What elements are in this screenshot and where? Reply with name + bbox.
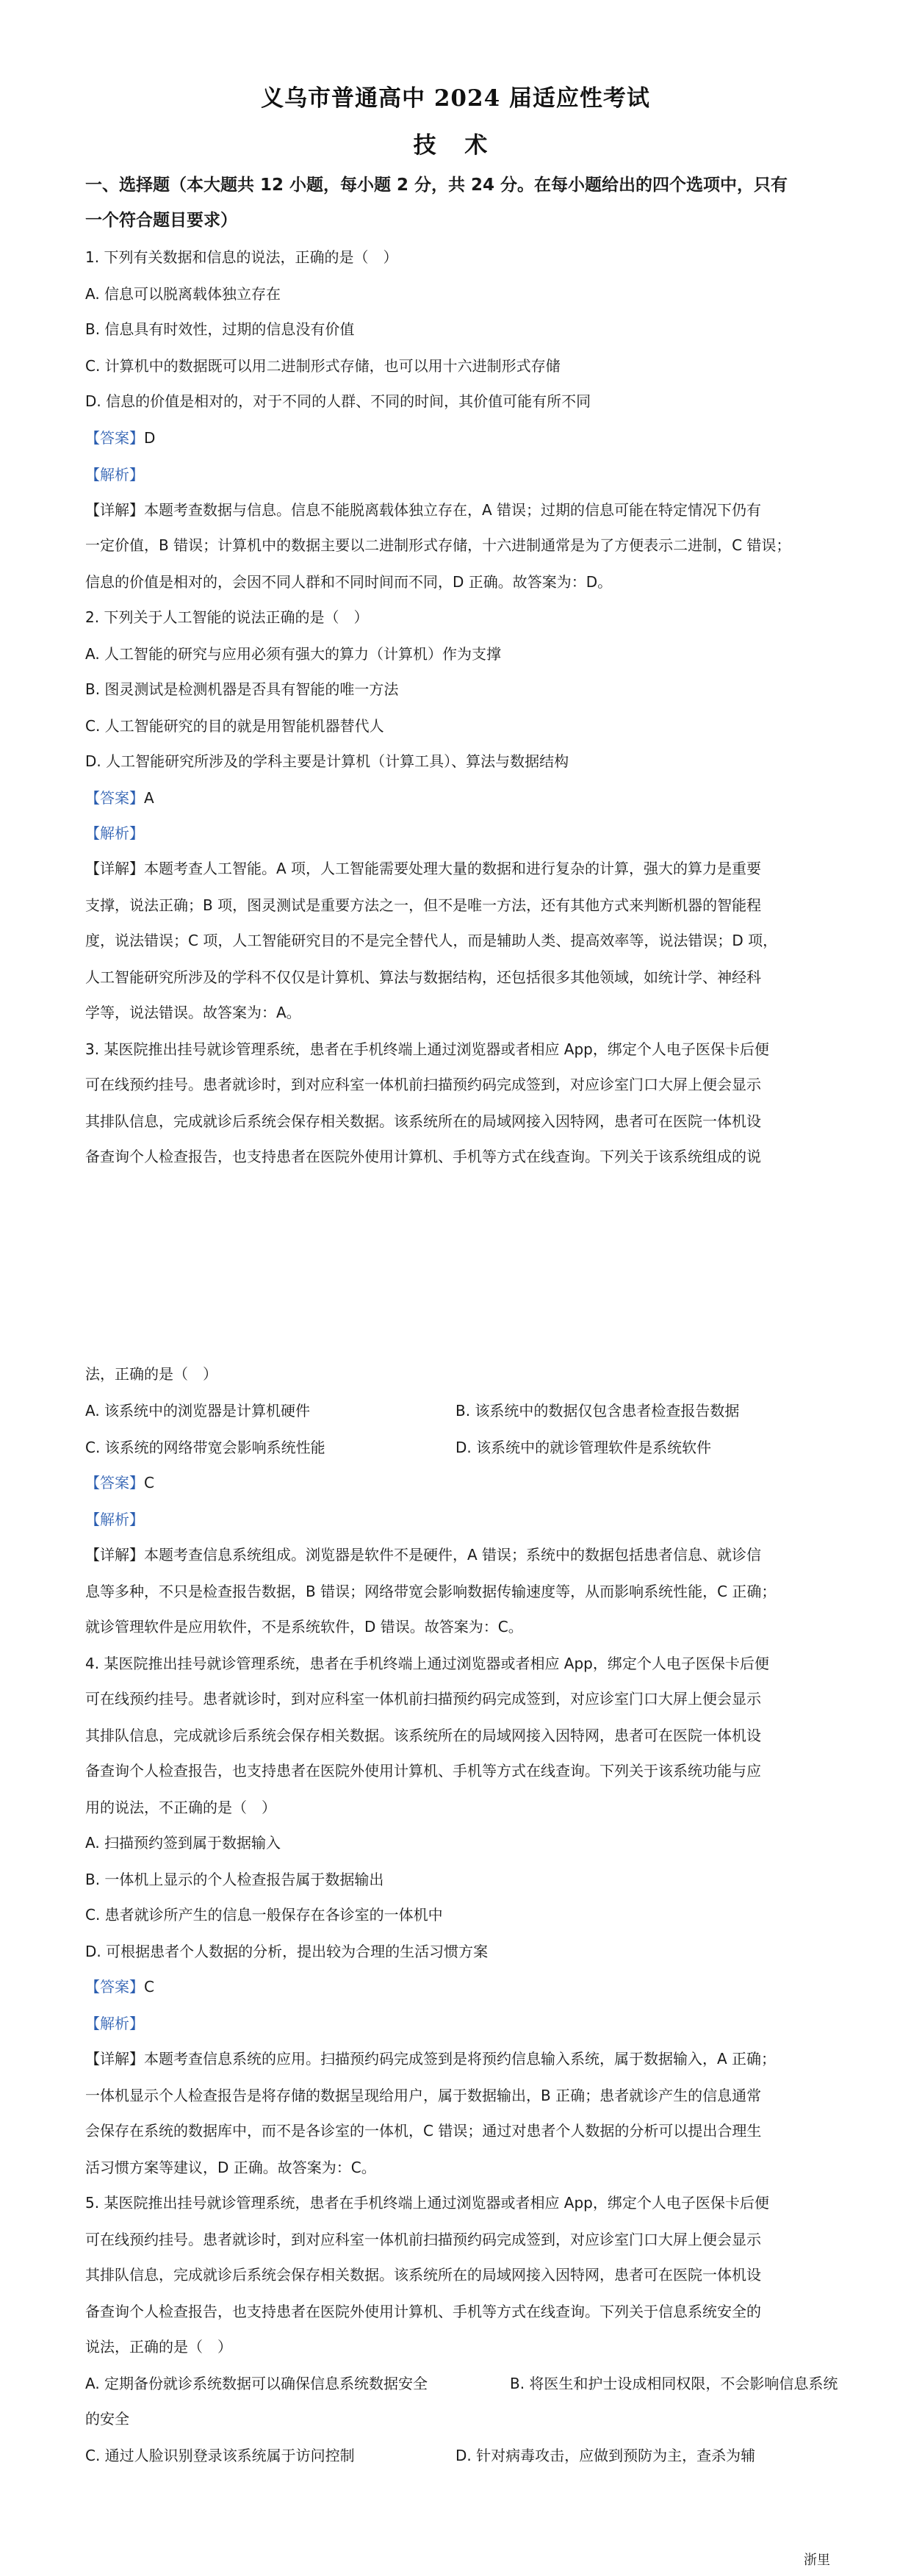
q3-detail-line: 【详解】本题考查信息系统组成。浏览器是软件不是硬件，A 错误；系统中的数据包括患者信息、就诊信 <box>85 1546 762 1564</box>
q3-stem-line: 可在线预约挂号。患者就诊时，到对应科室一体机前扫描预约码完成签到，对应诊室门口大屏上便会显示 <box>85 1076 761 1093</box>
q2-detail-line: 【详解】本题考查人工智能。A 项，人工智能需要处理大量的数据和进行复杂的计算，强大的算力是重要 <box>85 860 762 877</box>
q1-stem: 1. 下列有关数据和信息的说法，正确的是（ ） <box>85 248 398 266</box>
q2-analysis-label: 【解析】 <box>85 824 144 842</box>
q4-stem-line: 备查询个人检查报告，也支持患者在医院外使用计算机、手机等方式在线查询。下列关于该系统功能与应 <box>85 1762 761 1780</box>
q3-stem-line: 法，正确的是（ ） <box>85 1365 217 1383</box>
q1-option-d: D. 信息的价值是相对的，对于不同的人群、不同的时间，其价值可能有所不同 <box>85 392 591 410</box>
q4-stem-line: 可在线预约挂号。患者就诊时，到对应科室一体机前扫描预约码完成签到，对应诊室门口大屏上便会显示 <box>85 1690 761 1708</box>
q1-option-a: A. 信息可以脱离载体独立存在 <box>85 285 281 303</box>
q2-option-c: C. 人工智能研究的目的就是用智能机器替代人 <box>85 717 384 735</box>
q2-detail-line: 学等，说法错误。故答案为：A。 <box>85 1004 301 1021</box>
q5-option-d: D. 针对病毒攻击，应做到预防为主，查杀为辅 <box>455 2447 756 2464</box>
q4-analysis-label: 【解析】 <box>85 2015 144 2032</box>
q2-detail-line: 人工智能研究所涉及的学科不仅仅是计算机、算法与数据结构，还包括很多其他领域，如统计学、神经科 <box>85 968 761 986</box>
section-heading: 一、选择题（本大题共 12 小题，每小题 2 分，共 24 分。在每小题给出的四个选项中，只有 <box>85 176 788 195</box>
q3-option-b: B. 该系统中的数据仅包含患者检查报告数据 <box>455 1402 740 1420</box>
q3-stem-line: 其排队信息，完成就诊后系统会保存相关数据。该系统所在的局域网接入因特网，患者可在医院一体机设 <box>85 1112 761 1130</box>
q5-stem-line: 其排队信息，完成就诊后系统会保存相关数据。该系统所在的局域网接入因特网，患者可在医院一体机设 <box>85 2266 761 2284</box>
q1-analysis-label: 【解析】 <box>85 466 144 483</box>
q4-answer <box>85 1976 154 1997</box>
q4-option-a: A. 扫描预约签到属于数据输入 <box>85 1834 281 1852</box>
q4-answer-value: C <box>144 1978 154 1996</box>
q3-stem-line: 3. 某医院推出挂号就诊管理系统，患者在手机终端上通过浏览器或者相应 App，绑定个人电子医保卡后便 <box>85 1040 769 1058</box>
answer-label: 【答案】 <box>85 1474 144 1492</box>
section-heading-cont: 一个符合题目要求） <box>85 211 237 230</box>
q3-analysis-label: 【解析】 <box>85 1511 144 1528</box>
q3-answer-value: C <box>144 1474 154 1492</box>
q2-stem: 2. 下列关于人工智能的说法正确的是（ ） <box>85 608 369 626</box>
q3-stem-line: 备查询个人检查报告，也支持患者在医院外使用计算机、手机等方式在线查询。下列关于该系统组成的说 <box>85 1148 761 1165</box>
q4-stem-line: 4. 某医院推出挂号就诊管理系统，患者在手机终端上通过浏览器或者相应 App，绑定个人电子医保卡后便 <box>85 1655 769 1672</box>
q4-stem-line: 其排队信息，完成就诊后系统会保存相关数据。该系统所在的局域网接入因特网，患者可在医院一体机设 <box>85 1727 761 1744</box>
q1-option-b: B. 信息具有时效性，过期的信息没有价值 <box>85 320 355 338</box>
q3-answer <box>85 1472 154 1493</box>
q4-option-d: D. 可根据患者个人数据的分析，提出较为合理的生活习惯方案 <box>85 1943 489 1960</box>
q3-option-a: A. 该系统中的浏览器是计算机硬件 <box>85 1402 311 1420</box>
q4-stem-line: 用的说法，不正确的是（ ） <box>85 1799 276 1816</box>
q4-detail-line: 一体机显示个人检查报告是将存储的数据呈现给用户，属于数据输出，B 正确；患者就诊产生的信息通常 <box>85 2087 762 2104</box>
answer-label: 【答案】 <box>85 789 144 807</box>
q3-option-d: D. 该系统中的就诊管理软件是系统软件 <box>455 1439 712 1456</box>
q5-option-c: C. 通过人脸识别登录该系统属于访问控制 <box>85 2447 355 2464</box>
q5-option-a: A. 定期备份就诊系统数据可以确保信息系统数据安全 <box>85 2375 428 2392</box>
q5-stem-line: 说法，正确的是（ ） <box>85 2338 232 2356</box>
q4-detail-line: 活习惯方案等建议，D 正确。故答案为：C。 <box>85 2159 376 2176</box>
q2-option-d: D. 人工智能研究所涉及的学科主要是计算机（计算工具）、算法与数据结构 <box>85 752 569 770</box>
q3-option-c: C. 该系统的网络带宽会影响系统性能 <box>85 1439 325 1456</box>
q5-option-b: B. 将医生和护士设成相同权限，不会影响信息系统 <box>510 2375 838 2392</box>
q5-stem-line: 可在线预约挂号。患者就诊时，到对应科室一体机前扫描预约码完成签到，对应诊室门口大屏上便会显示 <box>85 2231 761 2248</box>
subject-title: 技 术 <box>413 132 498 159</box>
q2-option-b: B. 图灵测试是检测机器是否具有智能的唯一方法 <box>85 680 399 698</box>
q2-answer <box>85 788 154 808</box>
q1-detail-line: 一定价值，B 错误；计算机中的数据主要以二进制形式存储，十六进制通常是为了方便表示二进制，C 错误； <box>85 536 791 554</box>
q5-stem-line: 5. 某医院推出挂号就诊管理系统，患者在手机终端上通过浏览器或者相应 App，绑定个人电子医保卡后便 <box>85 2194 769 2212</box>
q5-option-b-cont: 的安全 <box>85 2410 129 2428</box>
answer-label: 【答案】 <box>85 429 144 447</box>
q5-stem-line: 备查询个人检查报告，也支持患者在医院外使用计算机、手机等方式在线查询。下列关于信息系统安全的 <box>85 2303 761 2320</box>
q1-detail-line: 信息的价值是相对的，会因不同人群和不同时间而不同，D 正确。故答案为：D。 <box>85 573 613 591</box>
q4-option-c: C. 患者就诊所产生的信息一般保存在各诊室的一体机中 <box>85 1906 443 1924</box>
q1-answer <box>85 428 155 448</box>
exam-title: 义乌市普通高中 2024 届适应性考试 <box>261 85 650 112</box>
q2-answer-value: A <box>144 789 154 807</box>
q2-detail-line: 支撑，说法正确；B 项，图灵测试是重要方法之一，但不是唯一方法，还有其他方式来判断机器的智能程 <box>85 896 762 914</box>
q2-detail-line: 度，说法错误；C 项，人工智能研究目的不是完全替代人，而是辅助人类、提高效率等，说法错误；D 项， <box>85 932 778 949</box>
q3-detail-line: 息等多种，不只是检查报告数据，B 错误；网络带宽会影响数据传输速度等，从而影响系统性能，C 正确； <box>85 1583 777 1600</box>
q1-answer-value: D <box>144 429 156 447</box>
q3-detail-line: 就诊管理软件是应用软件，不是系统软件，D 错误。故答案为：C。 <box>85 1618 523 1636</box>
q1-option-c: C. 计算机中的数据既可以用二进制形式存储，也可以用十六进制形式存储 <box>85 357 561 375</box>
q4-detail-line: 【详解】本题考查信息系统的应用。扫描预约码完成签到是将预约信息输入系统，属于数据输入，A 正确； <box>85 2050 777 2068</box>
q4-detail-line: 会保存在系统的数据库中，而不是各诊室的一体机，C 错误；通过对患者个人数据的分析可以提出合理生 <box>85 2122 762 2140</box>
q1-detail-line: 【详解】本题考查数据与信息。信息不能脱离载体独立存在，A 错误；过期的信息可能在特定情况下仍有 <box>85 501 762 519</box>
q2-option-a: A. 人工智能的研究与应用必须有强大的算力（计算机）作为支撑 <box>85 645 502 663</box>
q4-option-b: B. 一体机上显示的个人检查报告属于数据输出 <box>85 1871 384 1888</box>
answer-label: 【答案】 <box>85 1978 144 1996</box>
watermark-text: 浙里 <box>804 2552 830 2568</box>
